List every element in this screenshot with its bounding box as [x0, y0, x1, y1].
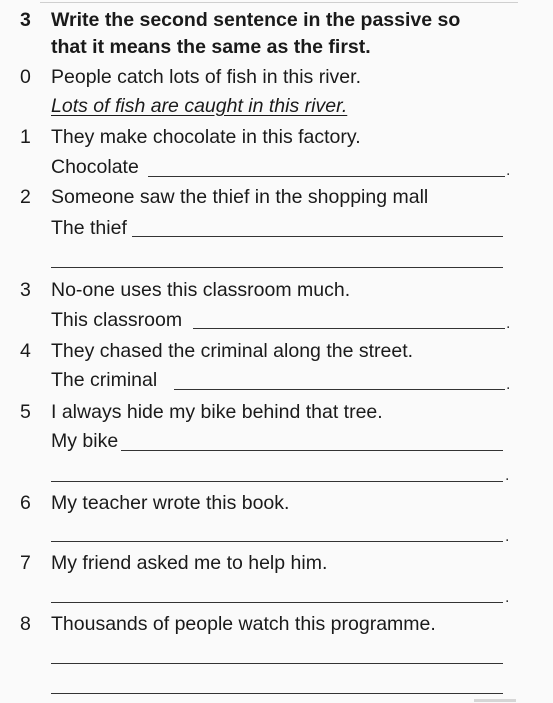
- answer-line[interactable]: [132, 236, 503, 237]
- item-sentence: They make chocolate in this factory.: [51, 126, 361, 148]
- item-sentence: Thousands of people watch this programme.: [51, 613, 436, 635]
- full-stop: .: [505, 467, 510, 484]
- item-number: 8: [20, 613, 31, 635]
- item-number: 4: [20, 340, 31, 362]
- answer-line[interactable]: [174, 389, 505, 390]
- answer-line[interactable]: [51, 267, 503, 268]
- item-sentence: They chased the criminal along the street.: [51, 340, 414, 362]
- item-sentence: No-one uses this classroom much.: [51, 279, 351, 301]
- full-stop: .: [505, 589, 510, 606]
- answer-line[interactable]: [51, 541, 503, 542]
- answer-line[interactable]: [148, 176, 505, 177]
- answer-line[interactable]: [121, 450, 503, 451]
- full-stop: .: [506, 315, 511, 332]
- answer-line[interactable]: [51, 663, 503, 664]
- answer-line[interactable]: [193, 328, 505, 329]
- item-number: 7: [20, 552, 31, 574]
- item-sentence: My friend asked me to help him.: [51, 552, 328, 574]
- prompt-text: My bike: [51, 430, 119, 452]
- answer-line[interactable]: [51, 481, 503, 482]
- scroll-indicator: [474, 699, 516, 702]
- item-sentence: My teacher wrote this book.: [51, 492, 290, 514]
- answer-prompt: The thief: [51, 217, 127, 239]
- answer-prompt: [51, 430, 118, 452]
- instruction-line-2: that it means the same as the first.: [51, 36, 371, 58]
- item-number: 3: [20, 279, 31, 301]
- top-rule: [40, 2, 518, 3]
- exercise-number: 3: [20, 9, 31, 31]
- example-answer: Lots of fish are caught in this river.: [51, 95, 348, 117]
- item-number: 6: [20, 492, 31, 514]
- answer-prompt: The criminal: [51, 369, 158, 391]
- full-stop: .: [506, 376, 511, 393]
- item-sentence: Someone saw the thief in the shopping mall: [51, 186, 429, 208]
- answer-prompt: Chocolate: [51, 156, 139, 178]
- full-stop: .: [506, 162, 511, 179]
- answer-line[interactable]: [51, 693, 503, 694]
- item-number: 2: [20, 186, 31, 208]
- instruction-line-1: Write the second sentence in the passive so: [51, 9, 461, 31]
- item-number: 1: [20, 126, 31, 148]
- answer-line[interactable]: [51, 602, 503, 603]
- item-sentence: I always hide my bike behind that tree.: [51, 401, 383, 423]
- item-number: 5: [20, 401, 31, 423]
- item-sentence: People catch lots of fish in this river.: [51, 66, 361, 88]
- answer-prompt: This classroom: [51, 309, 183, 331]
- full-stop: .: [505, 528, 510, 545]
- item-number: 0: [20, 66, 31, 88]
